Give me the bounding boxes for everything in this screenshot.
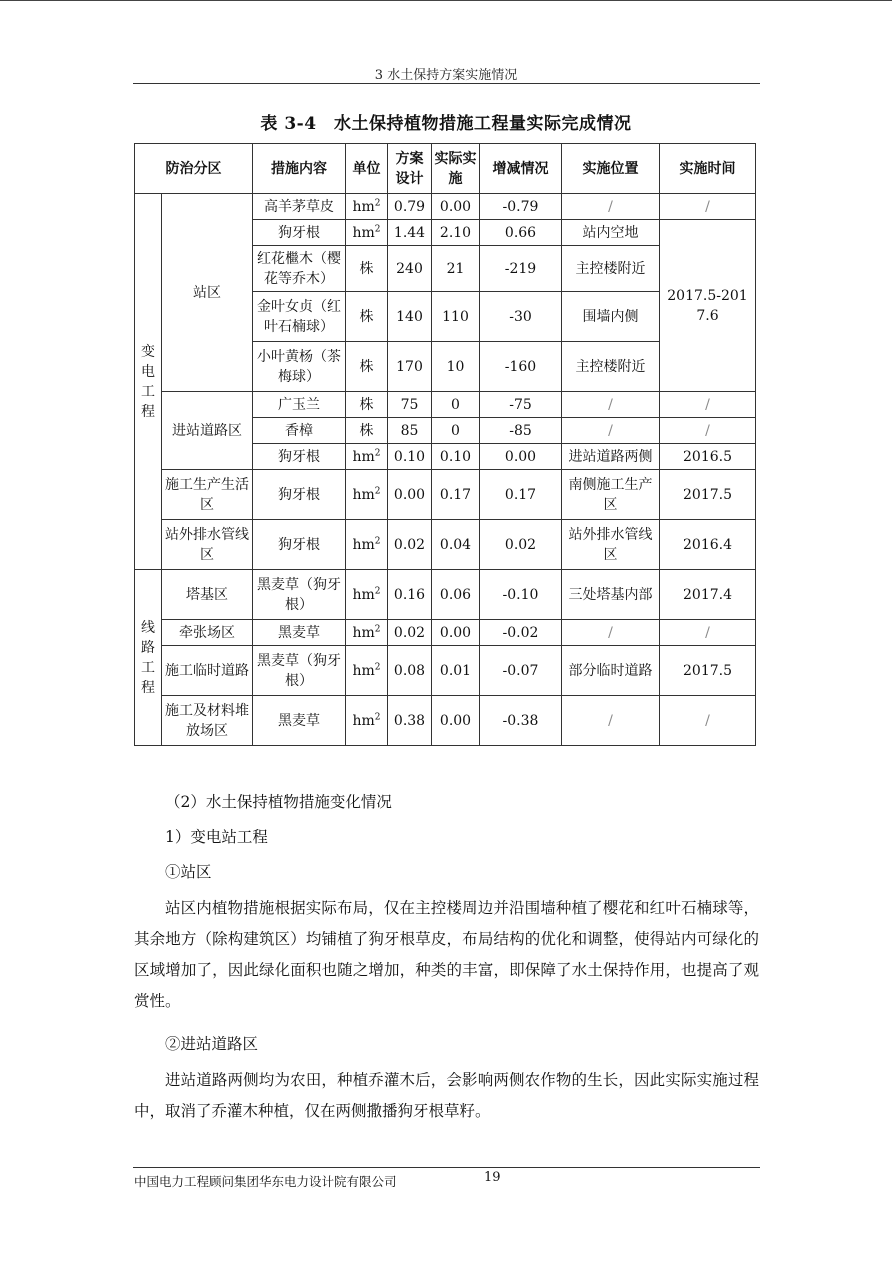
unit-cell xyxy=(346,520,388,570)
unit-cell xyxy=(346,646,388,696)
table-row xyxy=(135,696,756,746)
unit-hm: hm xyxy=(352,586,375,603)
location-cell: 站内空地 xyxy=(562,220,660,246)
zone-tower: 塔基区 xyxy=(162,570,253,620)
plan-cell: 0.10 xyxy=(388,444,432,470)
table-title: 表 3-4 水土保持植物措施工程量实际完成情况 xyxy=(260,114,632,134)
plan-cell: 170 xyxy=(388,342,432,392)
actual-cell: 0.00 xyxy=(432,696,480,746)
header-plan: 方案设计 xyxy=(388,144,432,194)
unit-cell: 株 xyxy=(346,392,388,418)
unit-cell xyxy=(346,444,388,470)
header-actual: 实际实施 xyxy=(432,144,480,194)
actual-cell: 0.00 xyxy=(432,620,480,646)
zone-access-road: 进站道路区 xyxy=(162,392,253,470)
plan-cell: 0.38 xyxy=(388,696,432,746)
actual-cell: 0.17 xyxy=(432,470,480,520)
actual-cell: 0.04 xyxy=(432,520,480,570)
change-cell: -219 xyxy=(480,246,562,292)
actual-cell: 0 xyxy=(432,392,480,418)
measure-cell: 金叶女贞（红叶石楠球） xyxy=(253,292,346,342)
actual-cell: 0.01 xyxy=(432,646,480,696)
unit-hm: hm xyxy=(352,224,375,241)
location-cell: 三处塔基内部 xyxy=(562,570,660,620)
table-row xyxy=(135,646,756,696)
actual-cell: 2.10 xyxy=(432,220,480,246)
change-cell: 0.17 xyxy=(480,470,562,520)
location-cell: 主控楼附近 xyxy=(562,246,660,292)
location-cell: / xyxy=(562,418,660,444)
unit-sup: 2 xyxy=(374,447,381,458)
location-cell: 进站道路两侧 xyxy=(562,444,660,470)
plan-cell: 0.02 xyxy=(388,520,432,570)
table-row xyxy=(135,392,756,418)
paragraph-station: 站区内植物措施根据实际布局，仅在主控楼周边并沿围墙种植了樱花和红叶石楠球等，其余地方（除构建筑区）均铺植了狗牙根草皮，布局结构的优化和调整，使得站内可绿化的区域增加了，因此绿化面积也随之增加，种类的丰富，即保障了水土保持作用，也提高了观赏性。 xyxy=(134,899,759,1010)
location-cell: / xyxy=(562,392,660,418)
location-cell: / xyxy=(562,620,660,646)
change-cell: -0.38 xyxy=(480,696,562,746)
measure-cell: 狗牙根 xyxy=(253,444,346,470)
table-row xyxy=(135,520,756,570)
unit-cell xyxy=(346,220,388,246)
table-row xyxy=(135,570,756,620)
change-cell: 0.02 xyxy=(480,520,562,570)
actual-cell: 110 xyxy=(432,292,480,342)
unit-hm: hm xyxy=(352,712,375,729)
measure-cell: 香樟 xyxy=(253,418,346,444)
unit-cell xyxy=(346,696,388,746)
actual-cell: 0 xyxy=(432,418,480,444)
unit-sup: 2 xyxy=(374,623,381,634)
unit-sup: 2 xyxy=(374,661,381,672)
unit-hm: hm xyxy=(352,448,375,465)
zone-temp-road: 施工临时道路 xyxy=(162,646,253,696)
measure-cell: 黑麦草（狗牙根） xyxy=(253,646,346,696)
change-cell: -85 xyxy=(480,418,562,444)
measure-cell: 黑麦草 xyxy=(253,696,346,746)
location-cell: 围墙内侧 xyxy=(562,292,660,342)
measure-cell: 狗牙根 xyxy=(253,520,346,570)
subsection-heading-access-road: ②进站道路区 xyxy=(165,1035,259,1053)
unit-cell xyxy=(346,470,388,520)
zone-station: 站区 xyxy=(162,194,253,392)
measure-cell: 红花檵木（樱花等乔木） xyxy=(253,246,346,292)
actual-cell: 10 xyxy=(432,342,480,392)
plan-cell: 0.08 xyxy=(388,646,432,696)
change-cell: -0.10 xyxy=(480,570,562,620)
plan-cell: 0.79 xyxy=(388,194,432,220)
actual-cell: 0.10 xyxy=(432,444,480,470)
unit-sup: 2 xyxy=(374,711,381,722)
unit-hm: hm xyxy=(352,198,375,215)
change-cell: -75 xyxy=(480,392,562,418)
plan-cell: 0.00 xyxy=(388,470,432,520)
subsection-heading-station: ①站区 xyxy=(165,863,212,881)
zone-material: 施工及材料堆放场区 xyxy=(162,696,253,746)
unit-hm: hm xyxy=(352,662,375,679)
unit-hm: hm xyxy=(352,536,375,553)
change-cell: -0.02 xyxy=(480,620,562,646)
header-measure: 措施内容 xyxy=(253,144,346,194)
measure-cell: 黑麦草（狗牙根） xyxy=(253,570,346,620)
time-cell: 2016.5 xyxy=(660,444,756,470)
unit-sup: 2 xyxy=(374,197,381,208)
unit-cell: 株 xyxy=(346,418,388,444)
time-cell: 2017.5 xyxy=(660,470,756,520)
actual-cell: 0.06 xyxy=(432,570,480,620)
unit-cell: 株 xyxy=(346,342,388,392)
unit-sup: 2 xyxy=(374,485,381,496)
change-cell: -30 xyxy=(480,292,562,342)
time-cell: 2016.4 xyxy=(660,520,756,570)
running-header: 3 水土保持方案实施情况 xyxy=(374,68,518,83)
unit-cell xyxy=(346,194,388,220)
plan-cell: 140 xyxy=(388,292,432,342)
table-header-row xyxy=(135,144,756,194)
change-cell: -160 xyxy=(480,342,562,392)
time-cell: 2017.4 xyxy=(660,570,756,620)
measure-cell: 小叶黄杨（茶梅球） xyxy=(253,342,346,392)
measure-cell: 广玉兰 xyxy=(253,392,346,418)
change-cell: 0.66 xyxy=(480,220,562,246)
unit-hm: hm xyxy=(352,624,375,641)
unit-cell: 株 xyxy=(346,292,388,342)
station-time-cell: 2017.5-2017.6 xyxy=(660,220,756,392)
plan-cell: 0.16 xyxy=(388,570,432,620)
footer-organization: 中国电力工程顾问集团华东电力设计院有限公司 xyxy=(134,1174,397,1189)
time-cell: / xyxy=(660,620,756,646)
unit-sup: 2 xyxy=(374,585,381,596)
time-cell: / xyxy=(660,418,756,444)
location-cell: 部分临时道路 xyxy=(562,646,660,696)
measure-cell: 狗牙根 xyxy=(253,220,346,246)
change-cell: -0.79 xyxy=(480,194,562,220)
zone-construction-living: 施工生产生活区 xyxy=(162,470,253,520)
unit-cell xyxy=(346,570,388,620)
group-substation-label: 变电工程 xyxy=(141,343,155,420)
actual-cell: 0.00 xyxy=(432,194,480,220)
header-change: 增减情况 xyxy=(480,144,562,194)
plan-cell: 0.02 xyxy=(388,620,432,646)
top-border xyxy=(0,0,892,1)
header-unit: 单位 xyxy=(346,144,388,194)
plan-cell: 1.44 xyxy=(388,220,432,246)
plan-cell: 75 xyxy=(388,392,432,418)
unit-cell xyxy=(346,620,388,646)
subsection-heading-substation: 1）变电站工程 xyxy=(165,828,268,846)
plan-cell: 85 xyxy=(388,418,432,444)
location-cell: / xyxy=(562,194,660,220)
section-heading-change: （2）水土保持植物措施变化情况 xyxy=(165,793,392,811)
time-cell: / xyxy=(660,194,756,220)
change-cell: 0.00 xyxy=(480,444,562,470)
plan-cell: 240 xyxy=(388,246,432,292)
time-cell: / xyxy=(660,696,756,746)
measure-cell: 高羊茅草皮 xyxy=(253,194,346,220)
actual-cell: 21 xyxy=(432,246,480,292)
measure-cell: 黑麦草 xyxy=(253,620,346,646)
unit-cell: 株 xyxy=(346,246,388,292)
header-rule xyxy=(133,83,760,84)
location-cell: 站外排水管线区 xyxy=(562,520,660,570)
table-row xyxy=(135,470,756,520)
zone-stringing: 牵张场区 xyxy=(162,620,253,646)
unit-hm: hm xyxy=(352,486,375,503)
group-line xyxy=(135,570,162,746)
footer-rule xyxy=(133,1167,760,1168)
plant-measures-table xyxy=(134,143,756,746)
paragraph-access-road: 进站道路两侧均为农田，种植乔灌木后，会影响两侧农作物的生长，因此实际实施过程中，取消了乔灌木种植，仅在两侧撒播狗牙根草籽。 xyxy=(134,1071,759,1120)
location-cell: / xyxy=(562,696,660,746)
header-zone: 防治分区 xyxy=(135,144,253,194)
change-cell: -0.07 xyxy=(480,646,562,696)
group-substation xyxy=(135,194,162,570)
unit-sup: 2 xyxy=(374,535,381,546)
time-cell: 2017.5 xyxy=(660,646,756,696)
group-line-label: 线路工程 xyxy=(141,619,155,696)
table-row xyxy=(135,620,756,646)
table-row xyxy=(135,194,756,220)
location-cell: 南侧施工生产区 xyxy=(562,470,660,520)
time-cell: / xyxy=(660,392,756,418)
location-cell: 主控楼附近 xyxy=(562,342,660,392)
header-time: 实施时间 xyxy=(660,144,756,194)
zone-drainage: 站外排水管线区 xyxy=(162,520,253,570)
measure-cell: 狗牙根 xyxy=(253,470,346,520)
header-location: 实施位置 xyxy=(562,144,660,194)
page-number: 19 xyxy=(484,1170,501,1185)
unit-sup: 2 xyxy=(374,223,381,234)
